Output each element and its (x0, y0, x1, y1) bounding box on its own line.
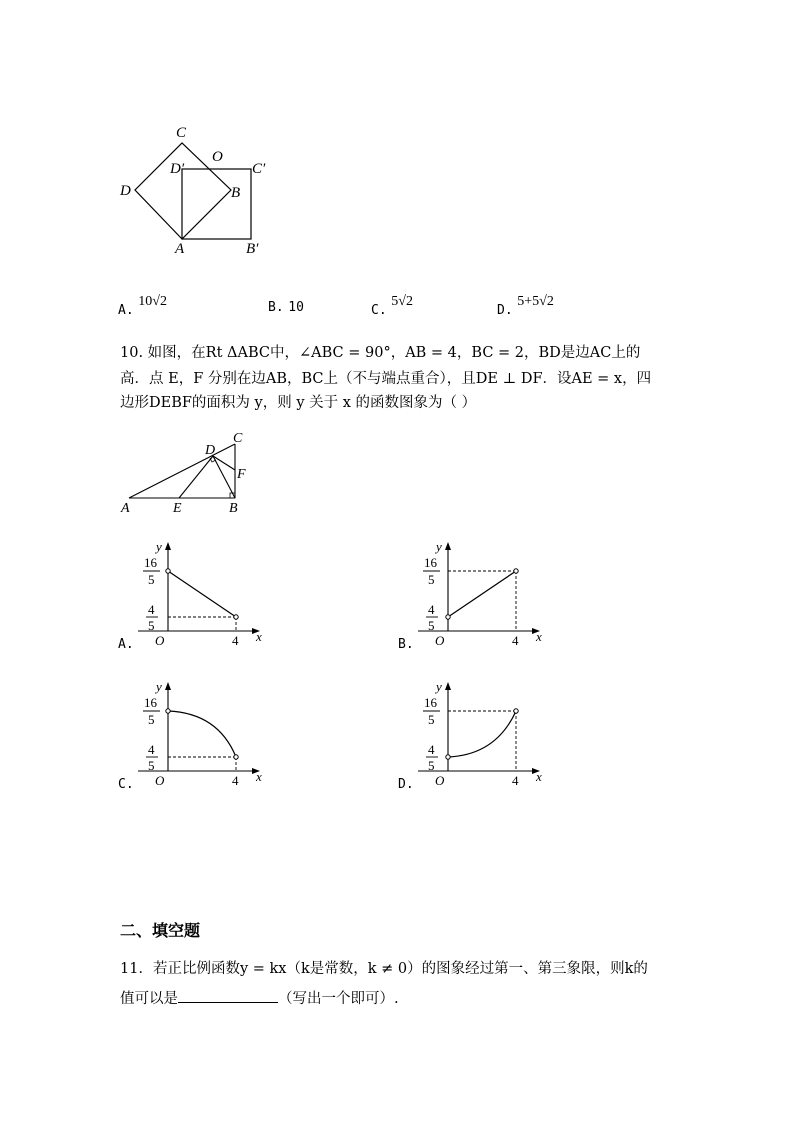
q10-graph-option-c[interactable] (118, 678, 268, 802)
y-axis-label: y (156, 679, 162, 694)
q9-option-c-value: 5√2 (391, 294, 413, 309)
low-fraction-denominator: 5 (428, 618, 435, 633)
x-tick-label: 4 (232, 773, 239, 788)
top-fraction-numerator: 16 (144, 555, 157, 570)
q9-label-d: D (120, 183, 131, 199)
q10-label-a: A (121, 501, 130, 516)
q9-label-b: B (231, 185, 241, 201)
low-fraction-numerator: 4 (148, 602, 155, 617)
function-graph (168, 571, 236, 617)
q10-graph-option-d[interactable] (398, 678, 548, 802)
q10-label-c: C (233, 431, 243, 446)
q10-label-e: E (173, 501, 182, 516)
low-fraction-denominator: 5 (148, 758, 155, 773)
top-fraction-denominator: 5 (148, 712, 155, 727)
low-fraction-numerator: 4 (428, 742, 435, 757)
q11-line2-before: 值可以是 (120, 991, 178, 1007)
y-axis-label: y (436, 539, 442, 554)
q10-graph-option-letter: D. (398, 777, 414, 792)
q10-graph-option-letter: B. (398, 637, 414, 652)
q10-graph-svg (398, 678, 548, 798)
q10-graph-svg (118, 538, 268, 658)
y-axis-arrow (165, 682, 171, 690)
q11-answer-blank[interactable] (178, 988, 278, 1003)
x-axis-label: x (536, 769, 542, 784)
q9-option-c[interactable]: C. 5√2 (371, 294, 413, 318)
top-fraction-denominator: 5 (148, 572, 155, 587)
top-fraction-denominator: 5 (428, 712, 435, 727)
low-fraction-denominator: 5 (148, 618, 155, 633)
function-graph (448, 711, 516, 757)
x-tick-label: 4 (512, 633, 519, 648)
q9-option-a-value: 10√2 (138, 294, 167, 309)
section-title: 二、填空题 (120, 921, 201, 940)
q9-option-b-value: 10 (288, 300, 304, 315)
open-endpoint (446, 615, 450, 619)
q10-graph-svg (398, 538, 548, 658)
q10-graph-option-letter: A. (118, 637, 134, 652)
q9-option-d[interactable]: D. 5+5√2 (497, 294, 554, 318)
q9-option-d-value: 5+5√2 (517, 294, 554, 309)
q10-graph-option-a[interactable] (118, 538, 268, 662)
q9-label-c-prime: C′ (252, 161, 266, 177)
open-endpoint (166, 569, 170, 573)
q9-label-o: O (212, 149, 223, 165)
q9-label-c: C (176, 125, 187, 141)
function-graph (168, 711, 236, 757)
top-fraction-numerator: 16 (424, 695, 437, 710)
top-fraction-numerator: 16 (424, 555, 437, 570)
q10-graph-option-b[interactable] (398, 538, 548, 662)
q9-option-a[interactable]: A. 10√2 (118, 294, 167, 318)
top-fraction-denominator: 5 (428, 572, 435, 587)
y-axis-label: y (436, 679, 442, 694)
q10-text-line2: 高．点 E，F 分别在边AB，BC上（不与端点重合），且DE ⊥ DF．设AE = x，四 (120, 371, 652, 387)
top-fraction-numerator: 16 (144, 695, 157, 710)
q10-graph-svg (118, 678, 268, 798)
origin-label: O (155, 773, 165, 788)
function-graph (448, 571, 516, 617)
origin-label: O (155, 633, 165, 648)
x-axis-label: x (536, 629, 542, 644)
x-tick-label: 4 (232, 633, 239, 648)
q10-label-b: B (229, 501, 238, 516)
q10-label-f: F (237, 467, 246, 482)
y-axis-label: y (156, 539, 162, 554)
low-fraction-numerator: 4 (428, 602, 435, 617)
q9-label-a: A (175, 241, 185, 257)
x-axis-label: x (256, 629, 262, 644)
low-fraction-denominator: 5 (428, 758, 435, 773)
q9-label-d-prime: D′ (170, 161, 185, 177)
q10-triangle-figure (115, 428, 265, 518)
origin-label: O (435, 773, 445, 788)
q9-figure (110, 118, 280, 258)
y-axis-arrow (165, 542, 171, 550)
open-endpoint (514, 709, 518, 713)
x-tick-label: 4 (512, 773, 519, 788)
low-fraction-numerator: 4 (148, 742, 155, 757)
x-axis-label: x (256, 769, 262, 784)
open-endpoint (514, 569, 518, 573)
origin-label: O (435, 633, 445, 648)
open-endpoint (166, 709, 170, 713)
q9-option-b[interactable]: B. 10 (268, 300, 304, 315)
q10-text-line3: 边形DEBF的面积为 y，则 y 关于 x 的函数图象为（ ） (120, 395, 477, 411)
q11-text-line1: 11．若正比例函数y = kx（k是常数，k ≠ 0）的图象经过第一、第三象限，则k的 (120, 961, 648, 977)
q11-line2-after: （写出一个即可）. (278, 991, 399, 1007)
y-axis-arrow (445, 682, 451, 690)
open-endpoint (234, 755, 238, 759)
y-axis-arrow (445, 542, 451, 550)
open-endpoint (234, 615, 238, 619)
q10-graph-option-letter: C. (118, 777, 134, 792)
q9-label-b-prime: B′ (246, 241, 259, 257)
q11-text-line2 (120, 988, 399, 1007)
q10-text-line1: 10. 如图，在Rt ΔABC中，∠ABC = 90°，AB = 4，BC = 2，BD是边AC上的 (120, 345, 641, 361)
open-endpoint (446, 755, 450, 759)
q10-label-d: D (205, 443, 216, 458)
